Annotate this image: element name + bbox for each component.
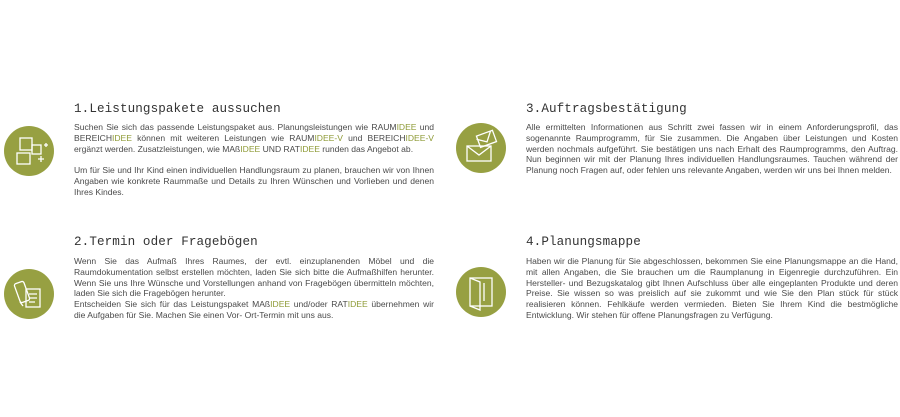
envelopes-icon — [456, 123, 506, 173]
section-text: Wenn Sie das Aufmaß Ihres Raumes, der evtl. einzuplanenden Möbel und die Raumdokumentation selbst erstellen möchten, laden Sie sich bitte die Aufmaßhilfen herunter. Wenn Sie uns Ihre Wünsche und Vorstellungen anhand von Fragebögen übermitteln möchten, laden Sie sich die Fragebögen herunter. Entscheiden Sie sich für das Leistungspaket MAßIDEE und/oder RATIDEE übernehmen wir die Aufgaben für Sie. Machen Sie einen Vor- Ort-Termin mit uns aus. — [74, 256, 434, 320]
folder-icon — [456, 267, 506, 317]
boxes-plus-icon — [4, 126, 54, 176]
phone-document-icon — [4, 269, 54, 319]
section-text: Alle ermittelten Informationen aus Schritt zwei fassen wir in einem Anforderungsprofil, das sogenannte Raumprogramm, für Sie zusammen. Die Angaben über Leistungen und Kosten werden nochmals aufgeführt. Sie bestätigen uns nach Erhalt des Raumprogramms, den Auftrag. Nun beginnen wir mit der Planung Ihres individuellen Handlungsraumes. Tauchen während der Planung noch Fragen auf, oder fehlen uns relevante Angaben, werden wir uns bei Ihnen melden. — [526, 122, 898, 175]
section-title: 3.Auftragsbestätigung — [526, 102, 687, 116]
section-title: 2.Termin oder Fragebögen — [74, 235, 258, 249]
section-text: Haben wir die Planung für Sie abgeschlossen, bekommen Sie eine Planungsmappe an die Hand, mit allen Angaben, die Sie brauchen um die Raumplanung in Eigenregie durchzuführen. Ein Hersteller- und Bezugskatalog gibt Ihnen Aufschluss über alle eingeplanten Produkte und deren Preise. Sie wissen so was preislich auf sie zukommt und wie Sie den Plan stück für stück realisieren können. Fehlkäufe werden vermieden. Bieten Sie Ihrem Kind die bestmögliche Entwicklung. Wir stehen für offene Planungsfragen zu Verfügung. — [526, 256, 898, 320]
section-text: Suchen Sie sich das passende Leistungspaket aus. Planungsleistungen wie RAUMIDEE und BEREICHIDEE können mit weiteren Leistungen wie RAUMIDEE-V und BEREICHIDEE-V ergänzt werden. Zusatzleistungen, wie MAßIDEE UND RATIDEE runden das Angebot ab. Um für Sie und Ihr Kind einen individuellen Handlungsraum zu planen, brauchen wir von Ihnen Angaben wie konkrete Raummaße und Details zu Ihren Wünschen und Vorlieben und denen Ihres Kindes. — [74, 122, 434, 197]
section-title: 1.Leistungspakete aussuchen — [74, 102, 281, 116]
section-title: 4.Planungsmappe — [526, 235, 641, 249]
